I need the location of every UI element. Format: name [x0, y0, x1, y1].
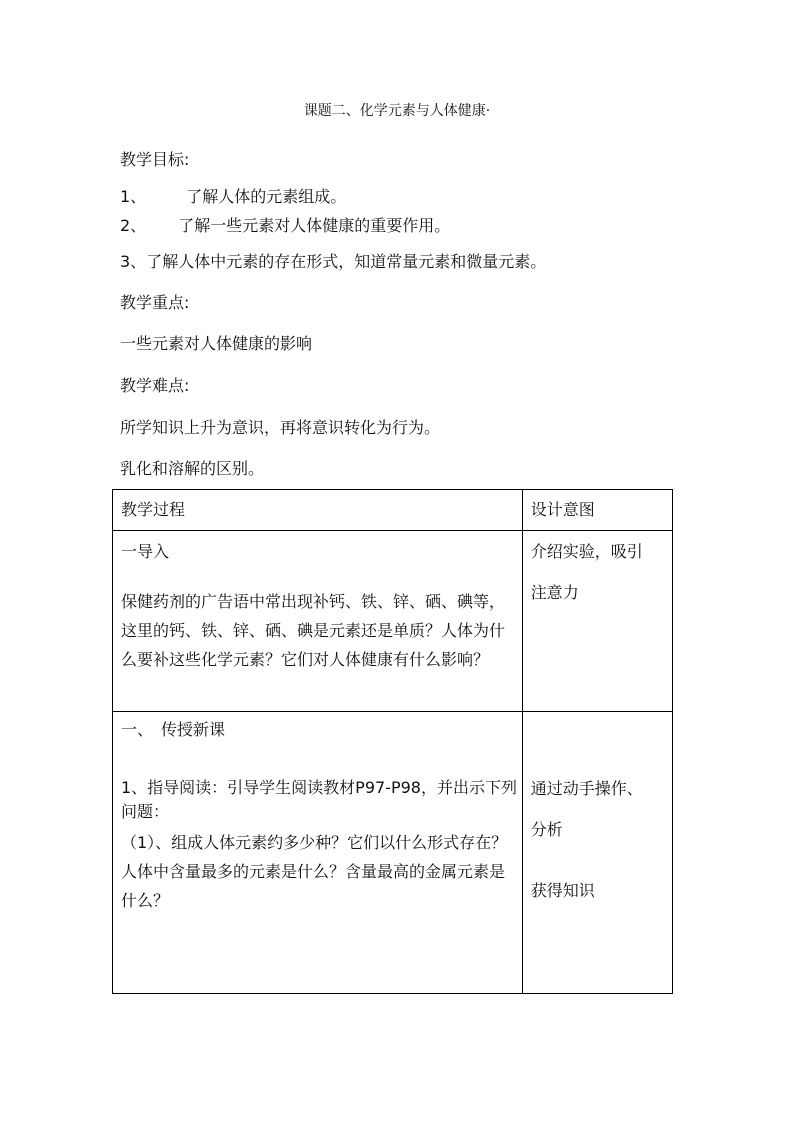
objective-item-3 [120, 251, 546, 273]
intent-cell-new-lesson [522, 712, 672, 994]
new-lesson-intent-line: 分析 [530, 820, 563, 839]
lesson-title: 课题二、化学元素与人体健康· [303, 103, 491, 119]
objective-number: 3、 [120, 252, 147, 271]
lesson-plan-table [112, 489, 673, 994]
header-cell-intent [522, 490, 672, 531]
objective-item-2 [120, 215, 450, 237]
objective-text: 了解人体的元素组成。 [186, 187, 347, 206]
difficulties-heading: 教学难点: [120, 376, 190, 395]
process-cell-intro [113, 531, 523, 712]
process-cell-new-lesson [113, 712, 523, 994]
header-cell-process [113, 490, 523, 531]
table-row [113, 531, 673, 712]
key-points-text: 一些元素对人体健康的影响 [120, 334, 313, 353]
objective-number: 1、 [120, 187, 147, 206]
objectives-heading: 教学目标: [120, 150, 190, 169]
intro-intent-line: 介绍实验，吸引 [530, 542, 643, 561]
intro-paragraph: 保健药剂的广告语中常出现补钙、铁、锌、硒、碘等，这里的钙、铁、锌、硒、碘是元素还是单质？人体为什么要补这些化学元素？它们对人体健康有什么影响？ [121, 592, 506, 669]
intro-heading: 一导入 [121, 542, 170, 561]
objective-text: 了解人体中元素的存在形式，知道常量元素和微量元素。 [146, 252, 547, 271]
table-row [113, 712, 673, 994]
objective-item-1 [120, 186, 346, 208]
intro-intent-line: 注意力 [530, 583, 579, 602]
difficulty-item-1: 所学知识上升为意识，再将意识转化为行为。 [120, 418, 441, 437]
header-process-label: 教学过程 [121, 500, 186, 519]
new-lesson-intent-line: 获得知识 [530, 881, 595, 900]
objective-number: 2、 [120, 216, 147, 235]
question-item: （1）、组成人体元素约多少种？它们以什么形式存在？人体中含量最多的元素是什么？含量最高的金属元素是什么？ [121, 833, 508, 910]
table-header-row [113, 490, 673, 531]
reading-guide-item: 1、指导阅读：引导学生阅读教材P97-P98，并出示下列问题： [121, 778, 517, 821]
key-points-heading: 教学重点: [120, 293, 190, 312]
new-lesson-heading: 一、 传授新课 [121, 720, 226, 739]
difficulty-item-2: 乳化和溶解的区别。 [120, 459, 265, 478]
objective-text: 了解一些元素对人体健康的重要作用。 [178, 216, 451, 235]
intent-cell-intro [522, 531, 672, 712]
header-intent-label: 设计意图 [530, 500, 595, 519]
new-lesson-intent-line: 通过动手操作、 [530, 779, 643, 798]
